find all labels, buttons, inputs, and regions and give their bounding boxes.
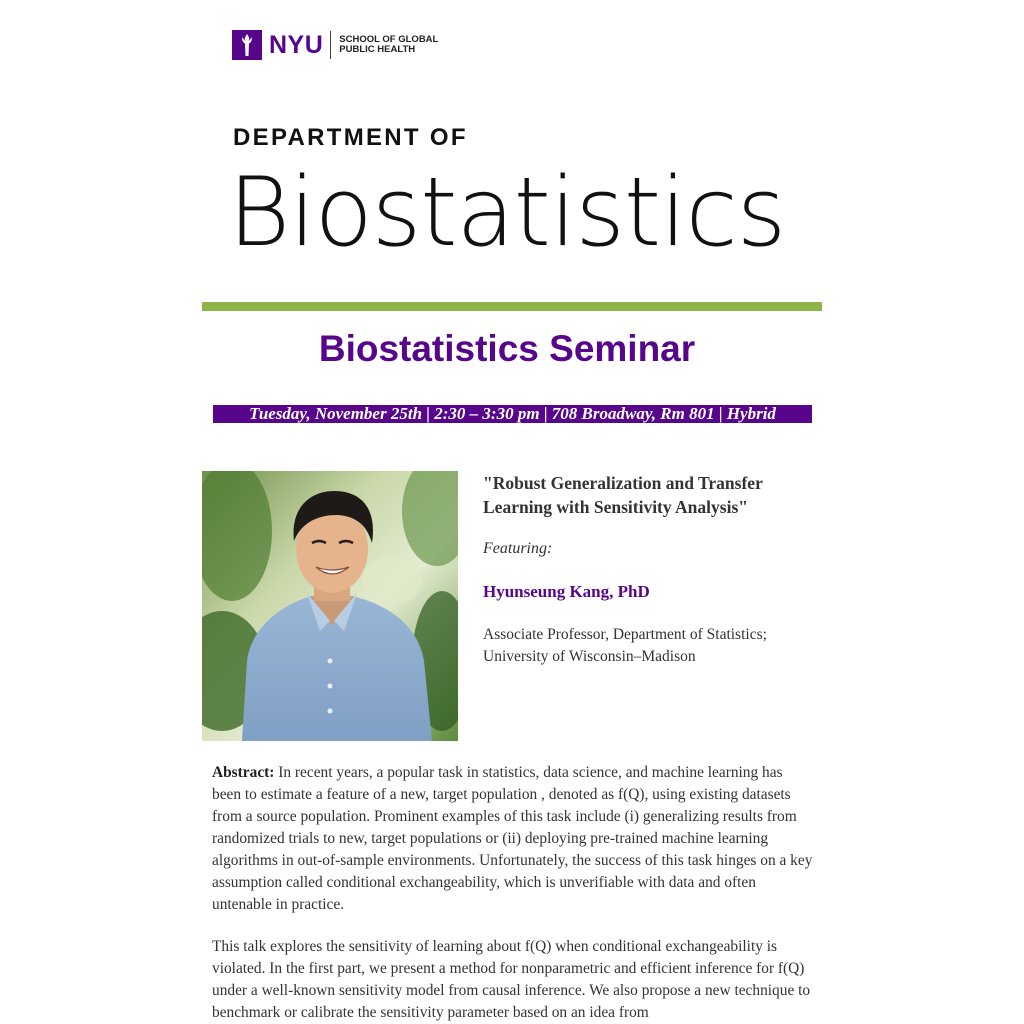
department-name: Biostatistics	[228, 158, 786, 268]
abstract-paragraph-2: This talk explores the sensitivity of learning about f(Q) when conditional exchangeability is violated. In the first part, we present a method for nonparametric and efficient inference for f(Q) under a well-known sensitivity model from causal inference. We also propose a new technique to benchmark or calibrate the sensitivity parameter based on an idea from	[212, 938, 811, 1021]
department-prefix: DEPARTMENT OF	[233, 124, 468, 151]
school-name	[339, 35, 438, 55]
speaker-photo	[202, 471, 458, 741]
school-name-line1: SCHOOL OF GLOBAL	[339, 34, 439, 45]
talk-title: "Robust Generalization and Transfer Learning with Sensitivity Analysis"	[483, 473, 763, 517]
affiliation-line1: Associate Professor, Department of Statistics;	[483, 626, 767, 643]
affiliation-line2: University of Wisconsin–Madison	[483, 648, 696, 665]
speaker-name: Hyunseung Kang, PhD	[483, 582, 650, 601]
abstract-label: Abstract:	[212, 764, 275, 781]
seminar-title: Biostatistics Seminar	[318, 328, 696, 369]
featuring-label: Featuring:	[483, 540, 553, 557]
speaker-affiliation	[483, 624, 813, 668]
nyu-torch-icon	[232, 30, 262, 60]
event-details-bar: Tuesday, November 25th | 2:30 – 3:30 pm | 708 Broadway, Rm 801 | Hybrid	[213, 405, 812, 423]
school-name-line2: PUBLIC HEALTH	[339, 44, 416, 55]
abstract-text-1: In recent years, a popular task in statistics, data science, and machine learning has been to estimate a feature of a new, target population , denoted as f(Q), using existing datasets from a source population. Prominent examples of this task include (i) generalizing results from randomized trials to new, target populations or (ii) deploying pre-trained machine learning algorithms in out-of-sample environments. Unfortunately, the success of this task hinges on a key assumption called conditional exchangeability, which is unverifiable with data and often untenable in practice.	[212, 764, 813, 913]
nyu-wordmark: NYU	[269, 30, 324, 59]
logo-divider	[330, 31, 331, 59]
abstract-paragraph-1	[212, 762, 814, 916]
speaker-portrait-image	[202, 471, 458, 741]
header-divider	[202, 302, 822, 311]
nyu-gph-logo[interactable]	[232, 30, 438, 60]
